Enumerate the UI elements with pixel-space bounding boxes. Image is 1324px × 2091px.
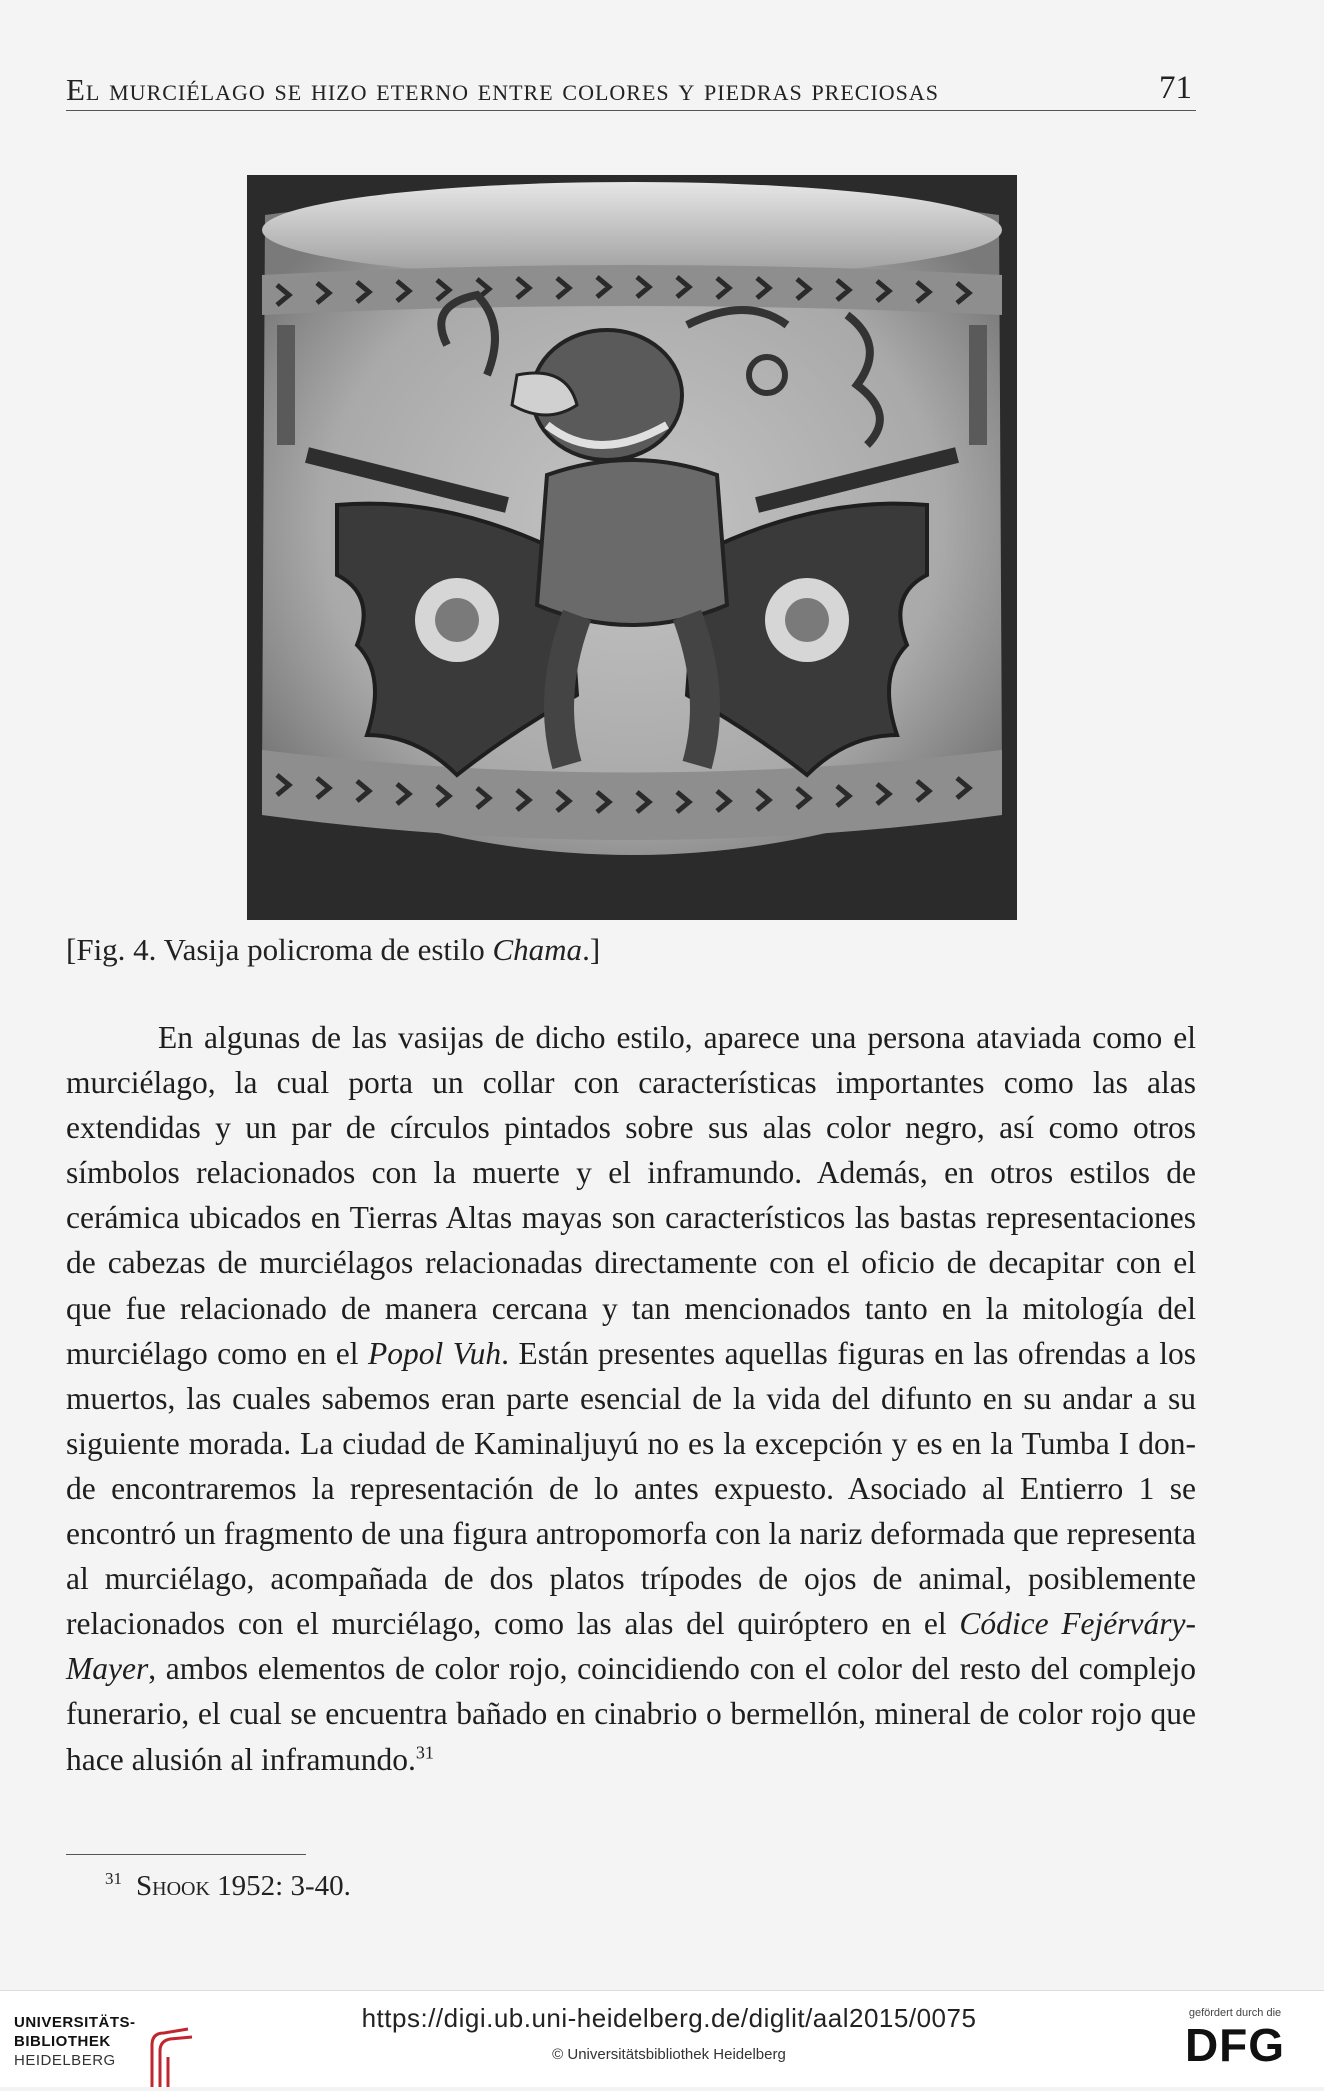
dfg-wordmark: DFG: [1184, 2019, 1286, 2071]
library-logo[interactable]: [14, 2013, 214, 2079]
body-paragraph: [66, 1015, 1196, 1782]
source-url-link[interactable]: https://digi.ub.uni-heidelberg.de/diglit/aal2015/0075: [361, 2003, 977, 2033]
library-name-line-1: UNIVERSITÄTS-: [14, 2014, 136, 2031]
page-number: 71: [1159, 70, 1192, 106]
funder-label: gefördert durch die: [1188, 2007, 1282, 2019]
footnote-number: 31: [105, 1869, 122, 1889]
copyright-notice: © Universitätsbibliothek Heidelberg: [552, 2046, 786, 2063]
footnote-citation: 1952: 3-40.: [209, 1870, 351, 1902]
library-name-line-3: HEIDELBERG: [14, 2052, 116, 2069]
footnote: [105, 1870, 351, 1903]
paragraph-text-1: En algunas de las vasijas de dicho estilo, aparece una persona ataviada como el murciélago, la cual porta un collar con características importantes como las alas extendidas y un par de círculos pintados sobre sus alas color negro, así como otros símbolos relacionados con la muerte y el inframundo. Además, en otros estilos de cerámica ubicados en Tierras Altas mayas son característicos las bastas representaciones de cabezas de murciélagos relacionadas directamente con el oficio de decapitar con el que fue relacionado de manera cercana y tan mencionados tanto en la mitología del murciélago como en el: [66, 1020, 1196, 1371]
caption-text: [Fig. 4. Vasija policroma de estilo: [66, 932, 493, 967]
library-mark-icon: [142, 2025, 198, 2091]
dfg-logo[interactable]: [1170, 2007, 1300, 2077]
paragraph-text-2: . Están presentes aquellas figuras en las ofrendas a los muertos, las cuales sabemos eran parte esencial de la vida del difunto en su andar a su siguiente morada. La ciudad de Kaminaljuyú no es la excepción y es en la Tumba I donde encontraremos la representación de lo antes expuesto. Asociado al Entierro 1 se encontró un fragmento de una figura antropomorfa con la nariz deformada que representa al murciélago, acompañada de dos platos trípodes de ojos de animal, posiblemente relacionados con el murciélago, como las alas del quiróptero en el: [66, 1335, 1197, 1642]
footnote-reference[interactable]: 31: [415, 1742, 434, 1762]
digitization-footer: [0, 1990, 1324, 2087]
popol-vuh-title: Popol Vuh: [368, 1335, 502, 1371]
footnote-author: Shook: [136, 1870, 210, 1902]
caption-italic-title: Chama: [492, 932, 583, 967]
paragraph-text-3: , ambos elementos de color rojo, coincidiendo con el color del resto del complejo funerario, el cual se encuentra bañado en cinabrio o bermellón, mineral de color rojo que hace alusión al inframundo.: [66, 1651, 1196, 1777]
codex-title: Códice Fejérváry-Mayer: [66, 1606, 1196, 1687]
running-title: El murciélago se hizo eterno entre colores y piedras preciosas: [66, 72, 940, 107]
running-head: [66, 66, 1196, 111]
figure-caption: [66, 932, 600, 968]
footnote-separator: [66, 1854, 306, 1855]
library-name-line-2: BIBLIOTHEK: [14, 2033, 111, 2050]
vessel-photograph: [247, 175, 1017, 920]
polychrome-vessel-image: [247, 175, 1017, 920]
caption-close: .]: [582, 932, 601, 967]
